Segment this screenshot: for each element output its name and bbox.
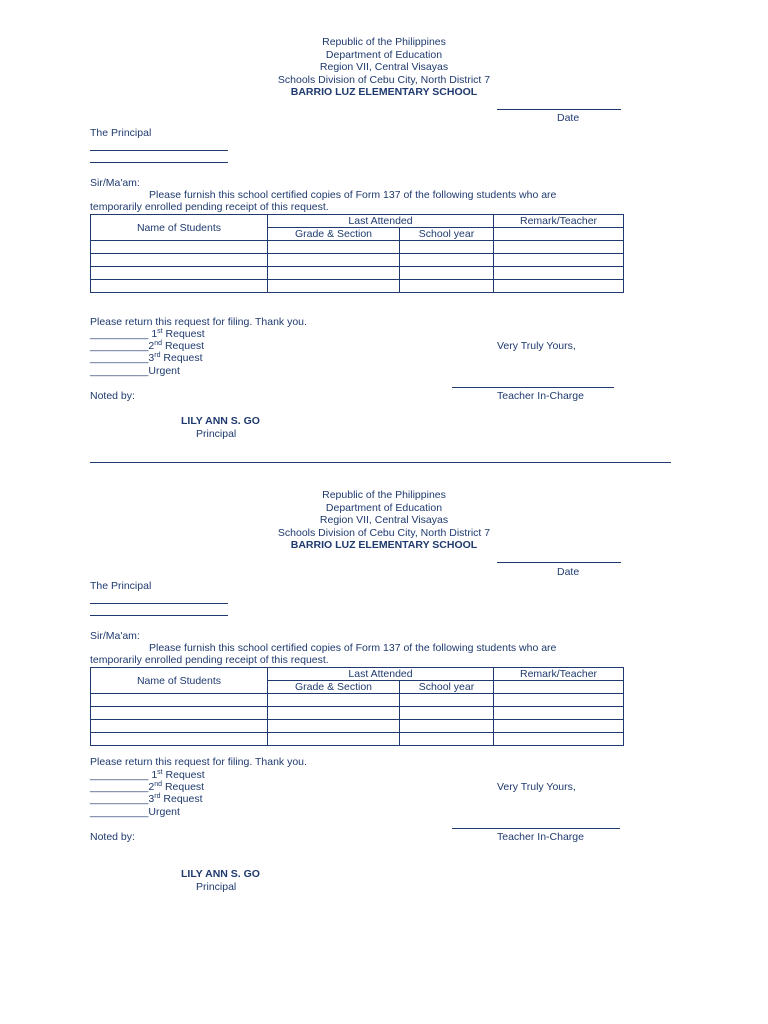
cell[interactable] (494, 280, 624, 293)
col-header-last-attended: Last Attended (268, 215, 494, 228)
cell[interactable] (400, 694, 494, 707)
letterhead (0, 489, 768, 552)
cell[interactable] (91, 720, 268, 733)
cell[interactable] (494, 694, 624, 707)
request-blank: __________ (90, 806, 149, 818)
cell[interactable] (494, 267, 624, 280)
cell[interactable] (400, 267, 494, 280)
addressee-line-1[interactable] (90, 141, 228, 151)
date-line[interactable] (497, 553, 621, 563)
header-republic: Republic of the Philippines (322, 489, 446, 501)
request-number: 2 (148, 781, 155, 793)
table-row (91, 280, 624, 293)
header-department: Department of Education (325, 48, 443, 61)
request-label: Request (164, 781, 205, 793)
table-row (91, 241, 624, 254)
col-header-year: School year (400, 681, 494, 694)
principal-name: LILY ANN S. GO (181, 868, 260, 880)
closing-text: Please return this request for filing. Thank you. (90, 316, 307, 328)
cell[interactable] (400, 733, 494, 746)
cell[interactable] (268, 254, 400, 267)
very-truly-yours: Very Truly Yours, (497, 781, 576, 793)
date-label: Date (557, 112, 580, 124)
header-school-name: BARRIO LUZ ELEMENTARY SCHOOL (290, 539, 478, 551)
principal-title: Principal (196, 881, 237, 893)
cell[interactable] (400, 707, 494, 720)
request-suffix: nd (154, 781, 163, 788)
cell[interactable] (268, 694, 400, 707)
cell[interactable] (494, 707, 624, 720)
addressee: The Principal (90, 127, 152, 139)
request-blank: __________ (90, 793, 149, 805)
very-truly-yours: Very Truly Yours, (497, 340, 576, 352)
header-department: Department of Education (325, 501, 443, 514)
students-table (90, 667, 624, 746)
addressee-line-2[interactable] (90, 606, 228, 616)
request-blank: __________ (90, 352, 149, 364)
request-suffix: nd (154, 340, 163, 347)
header-republic: Republic of the Philippines (322, 36, 446, 48)
noted-by: Noted by: (90, 831, 135, 843)
request-number: 3 (148, 793, 155, 805)
col-header-grade: Grade & Section (268, 228, 400, 241)
col-header-remark: Remark/Teacher (494, 215, 624, 228)
addressee: The Principal (90, 580, 152, 592)
request-label: Urgent (148, 806, 180, 818)
addressee-line-1[interactable] (90, 594, 228, 604)
request-label: Request (163, 793, 203, 805)
request-number: 3 (148, 352, 155, 364)
request-blank: __________ (90, 340, 149, 352)
header-region: Region VII, Central Visayas (319, 514, 449, 526)
cell[interactable] (91, 280, 268, 293)
cell[interactable] (494, 241, 624, 254)
col-header-grade: Grade & Section (268, 681, 400, 694)
header-division: Schools Division of Cebu City, North District 7 (277, 73, 491, 86)
col-header-name: Name of Students (91, 668, 268, 694)
cell[interactable] (91, 254, 268, 267)
cell[interactable] (400, 720, 494, 733)
request-blank: __________ (90, 365, 149, 377)
request-blank: __________ (90, 769, 149, 781)
request-2[interactable] (90, 781, 204, 793)
teacher-signature-line[interactable] (452, 378, 614, 388)
header-school-name: BARRIO LUZ ELEMENTARY SCHOOL (290, 86, 478, 98)
teacher-in-charge: Teacher In-Charge (497, 390, 584, 402)
request-blank: __________ (90, 328, 149, 340)
table-row (91, 733, 624, 746)
request-blank: __________ (90, 781, 149, 793)
letterhead (0, 36, 768, 99)
cell[interactable] (91, 694, 268, 707)
request-suffix: st (157, 328, 163, 335)
cell[interactable] (268, 733, 400, 746)
table-row (91, 720, 624, 733)
request-suffix: st (157, 769, 163, 776)
request-label: Request (165, 769, 205, 781)
cut-line (90, 462, 671, 463)
request-3[interactable] (90, 352, 203, 364)
request-3[interactable] (90, 793, 203, 805)
request-1[interactable] (90, 769, 205, 781)
salutation: Sir/Ma'am: (90, 177, 140, 189)
table-row (91, 694, 624, 707)
cell[interactable] (494, 254, 624, 267)
cell[interactable] (400, 241, 494, 254)
request-label: Request (163, 352, 203, 364)
cell[interactable] (400, 280, 494, 293)
body-line-2: temporarily enrolled pending receipt of this request. (90, 654, 329, 666)
request-label: Request (165, 328, 205, 340)
request-label: Request (164, 340, 205, 352)
date-line[interactable] (497, 100, 621, 110)
cell[interactable] (268, 241, 400, 254)
cell[interactable] (268, 720, 400, 733)
cell[interactable] (268, 280, 400, 293)
cell[interactable] (268, 707, 400, 720)
noted-by: Noted by: (90, 390, 135, 402)
header-division: Schools Division of Cebu City, North District 7 (277, 526, 491, 539)
students-table (90, 214, 624, 293)
body-line-2: temporarily enrolled pending receipt of this request. (90, 201, 329, 213)
request-urgent[interactable] (90, 365, 180, 377)
request-number: 2 (148, 340, 155, 352)
cell[interactable] (91, 733, 268, 746)
col-header-remark: Remark/Teacher (494, 668, 624, 681)
table-row (91, 254, 624, 267)
cell[interactable] (268, 267, 400, 280)
cell[interactable] (494, 733, 624, 746)
request-number: 1 (151, 769, 158, 781)
teacher-signature-line[interactable] (452, 819, 620, 829)
salutation: Sir/Ma'am: (90, 630, 140, 642)
request-number: 1 (151, 328, 158, 340)
date-label: Date (557, 566, 580, 578)
request-2[interactable] (90, 340, 204, 352)
principal-name: LILY ANN S. GO (181, 415, 260, 427)
table-row (91, 267, 624, 280)
cell[interactable] (494, 720, 624, 733)
teacher-in-charge: Teacher In-Charge (497, 831, 584, 843)
closing-text: Please return this request for filing. Thank you. (90, 756, 307, 768)
col-header-remark-blank (494, 681, 624, 694)
request-label: Urgent (148, 365, 180, 377)
cell[interactable] (400, 254, 494, 267)
col-header-last-attended: Last Attended (268, 668, 494, 681)
principal-title: Principal (196, 428, 237, 440)
header-region: Region VII, Central Visayas (319, 61, 449, 73)
cell[interactable] (91, 267, 268, 280)
request-suffix: rd (154, 352, 161, 359)
body-line-1: Please furnish this school certified copies of Form 137 of the following students who are (149, 642, 557, 654)
addressee-line-2[interactable] (90, 153, 228, 163)
col-header-remark-blank (494, 228, 624, 241)
body-line-1: Please furnish this school certified copies of Form 137 of the following students who are (149, 189, 557, 201)
col-header-year: School year (400, 228, 494, 241)
table-row (91, 707, 624, 720)
request-urgent[interactable] (90, 806, 180, 818)
request-1[interactable] (90, 328, 205, 340)
col-header-name: Name of Students (91, 215, 268, 241)
cell[interactable] (91, 241, 268, 254)
cell[interactable] (91, 707, 268, 720)
request-suffix: rd (154, 793, 161, 800)
